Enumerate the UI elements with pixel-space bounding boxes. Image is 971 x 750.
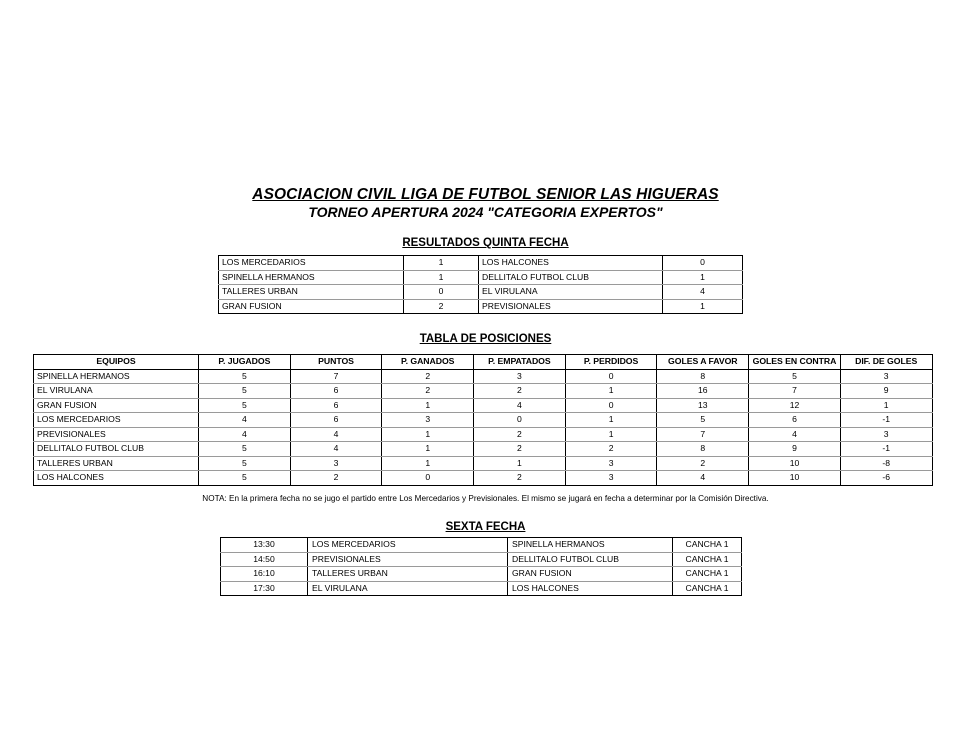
fixture-field: CANCHA 1: [673, 538, 742, 553]
standings-goal-difference: 3: [840, 369, 932, 384]
result-home-team: SPINELLA HERMANOS: [219, 270, 404, 285]
table-row: [34, 398, 933, 413]
result-home-score: 1: [404, 270, 479, 285]
fixture-home-team: TALLERES URBAN: [308, 567, 508, 582]
result-home-team: GRAN FUSION: [219, 299, 404, 314]
standings-goal-difference: 1: [840, 398, 932, 413]
standings-won: 1: [382, 456, 474, 471]
standings-goals-against: 6: [749, 413, 841, 428]
standings-points: 2: [290, 471, 382, 486]
fixture-field: CANCHA 1: [685, 582, 729, 593]
standings-drawn: 2: [474, 384, 566, 399]
standings-team-name: GRAN FUSION: [34, 398, 199, 413]
standings-column-header: GOLES A FAVOR: [657, 355, 749, 370]
result-away-team: EL VIRULANA: [479, 285, 663, 300]
standings-table-head: [34, 355, 933, 370]
standings-played: 5: [199, 369, 291, 384]
standings-drawn: 1: [474, 456, 566, 471]
standings-lost: 0: [565, 369, 657, 384]
result-home-score: 2: [404, 299, 479, 314]
standings-column-header: EQUIPOS: [34, 355, 199, 370]
fixture-home-team: EL VIRULANA: [308, 581, 508, 596]
standings-lost: 3: [565, 456, 657, 471]
fixture-away-team: DELLITALO FUTBOL CLUB: [508, 552, 673, 567]
standings-column-header: P. EMPATADOS: [474, 355, 566, 370]
table-row: [34, 413, 933, 428]
table-row: [221, 567, 742, 582]
result-home-team: LOS MERCEDARIOS: [219, 256, 404, 271]
standings-table: [33, 354, 933, 486]
standings-section-heading: TABLA DE POSICIONES: [419, 333, 552, 345]
standings-lost: 0: [565, 398, 657, 413]
fixture-away-team: SPINELLA HERMANOS: [508, 538, 673, 553]
standings-table-body: [34, 369, 933, 485]
standings-goal-difference: -8: [840, 456, 932, 471]
standings-goals-against: 9: [749, 442, 841, 457]
standings-goals-against: 4: [749, 427, 841, 442]
standings-goals-for: 8: [657, 442, 749, 457]
fixture-field: CANCHA 1: [673, 552, 742, 567]
table-row: [34, 384, 933, 399]
result-home-score: 0: [404, 285, 479, 300]
standings-column-header: PUNTOS: [290, 355, 382, 370]
standings-played: 5: [199, 384, 291, 399]
standings-goals-against: 10: [749, 471, 841, 486]
standings-goals-against: 5: [749, 369, 841, 384]
page-subtitle: TORNEO APERTURA 2024 "CATEGORIA EXPERTOS": [308, 204, 663, 220]
standings-team-name: SPINELLA HERMANOS: [34, 369, 199, 384]
standings-goals-against: 10: [749, 456, 841, 471]
table-row: [34, 442, 933, 457]
standings-team-name: PREVISIONALES: [34, 427, 199, 442]
standings-goals-for: 13: [657, 398, 749, 413]
standings-goal-difference: -1: [840, 413, 932, 428]
table-row: [34, 471, 933, 486]
standings-team-name: EL VIRULANA: [34, 384, 199, 399]
fixture-home-team: LOS MERCEDARIOS: [308, 538, 508, 553]
standings-won: 0: [382, 471, 474, 486]
nota-text: NOTA: En la primera fecha no se jugo el partido entre Los Mercedarios y Previsionales. El mismo se jugará en fecha a determinar por la Comisión Directiva.: [202, 494, 769, 503]
table-row: [219, 299, 743, 314]
standings-won: 2: [382, 369, 474, 384]
standings-played: 5: [199, 442, 291, 457]
standings-points: 7: [290, 369, 382, 384]
standings-drawn: 4: [474, 398, 566, 413]
table-row: [219, 270, 743, 285]
result-away-team: LOS HALCONES: [479, 256, 663, 271]
standings-won: 1: [382, 398, 474, 413]
standings-goal-difference: 9: [840, 384, 932, 399]
standings-lost: 3: [565, 471, 657, 486]
standings-lost: 1: [565, 427, 657, 442]
fixture-away-team: LOS HALCONES: [508, 581, 673, 596]
standings-played: 5: [199, 398, 291, 413]
standings-column-header: P. PERDIDOS: [565, 355, 657, 370]
standings-lost: 1: [565, 413, 657, 428]
standings-played: 4: [199, 427, 291, 442]
result-away-team: DELLITALO FUTBOL CLUB: [479, 270, 663, 285]
standings-won: 2: [382, 384, 474, 399]
standings-won: 1: [382, 442, 474, 457]
standings-points: 3: [290, 456, 382, 471]
result-away-team: PREVISIONALES: [479, 299, 663, 314]
table-row: [34, 369, 933, 384]
standings-points: 6: [290, 384, 382, 399]
fixture-home-team: PREVISIONALES: [308, 552, 508, 567]
fixture-table: [220, 537, 742, 596]
standings-column-header: GOLES EN CONTRA: [749, 355, 841, 370]
standings-played: 5: [199, 456, 291, 471]
table-row: [221, 552, 742, 567]
results-table-body: [219, 256, 743, 314]
standings-points: 6: [290, 398, 382, 413]
result-away-score: 1: [700, 300, 705, 311]
standings-drawn: 3: [474, 369, 566, 384]
standings-won: 1: [382, 427, 474, 442]
fixture-field: CANCHA 1: [673, 567, 742, 582]
standings-points: 6: [290, 413, 382, 428]
standings-points: 4: [290, 442, 382, 457]
table-row: [221, 581, 742, 596]
standings-team-name: DELLITALO FUTBOL CLUB: [34, 442, 199, 457]
standings-column-header: P. JUGADOS: [199, 355, 291, 370]
standings-drawn: 2: [474, 442, 566, 457]
standings-drawn: 2: [474, 471, 566, 486]
standings-team-name: LOS MERCEDARIOS: [34, 413, 199, 428]
page-title: ASOCIACION CIVIL LIGA DE FUTBOL SENIOR LAS HIGUERAS: [252, 186, 719, 203]
result-away-score: 4: [663, 285, 743, 300]
result-home-score: 1: [404, 256, 479, 271]
standings-played: 4: [199, 413, 291, 428]
result-home-team: TALLERES URBAN: [219, 285, 404, 300]
fixture-table-body: [221, 538, 742, 596]
standings-goals-for: 2: [657, 456, 749, 471]
standings-drawn: 0: [474, 413, 566, 428]
standings-goals-against: 12: [749, 398, 841, 413]
table-row: [219, 256, 743, 271]
table-row: [34, 427, 933, 442]
fixture-away-team: GRAN FUSION: [508, 567, 673, 582]
fixture-section-heading: SEXTA FECHA: [445, 521, 526, 533]
results-section-heading: RESULTADOS QUINTA FECHA: [402, 237, 569, 249]
fixture-time: 14:50: [221, 552, 308, 567]
standings-lost: 2: [565, 442, 657, 457]
fixture-time: 17:30: [221, 581, 308, 596]
standings-lost: 1: [565, 384, 657, 399]
standings-goals-for: 4: [657, 471, 749, 486]
standings-won: 3: [382, 413, 474, 428]
standings-goal-difference: -1: [840, 442, 932, 457]
standings-goal-difference: 3: [840, 427, 932, 442]
table-row: [221, 538, 742, 553]
standings-goals-for: 8: [657, 369, 749, 384]
fixture-time: 13:30: [221, 538, 308, 553]
table-row: [34, 456, 933, 471]
standings-column-header: P. GANADOS: [382, 355, 474, 370]
fixture-time: 16:10: [221, 567, 308, 582]
standings-goals-against: 7: [749, 384, 841, 399]
standings-goals-for: 16: [657, 384, 749, 399]
standings-points: 4: [290, 427, 382, 442]
standings-goals-for: 7: [657, 427, 749, 442]
result-away-score: 0: [663, 256, 743, 271]
result-away-score: 1: [663, 270, 743, 285]
standings-played: 5: [199, 471, 291, 486]
standings-team-name: TALLERES URBAN: [34, 456, 199, 471]
standings-drawn: 2: [474, 427, 566, 442]
standings-goal-difference: -6: [882, 472, 890, 482]
standings-column-header: DIF. DE GOLES: [840, 355, 932, 370]
results-table: [218, 255, 743, 314]
standings-header-row: [34, 355, 933, 370]
standings-goals-for: 5: [657, 413, 749, 428]
standings-team-name: LOS HALCONES: [34, 471, 199, 486]
table-row: [219, 285, 743, 300]
